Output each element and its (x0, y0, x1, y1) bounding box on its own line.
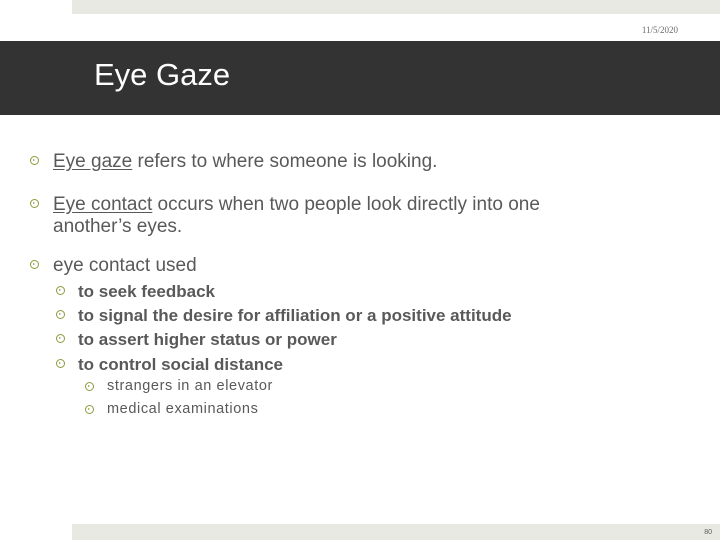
bullet-text: refers to where someone is looking. (132, 151, 438, 172)
page-number: 80 (704, 529, 712, 536)
slide-title: Eye Gaze (94, 57, 231, 92)
bottom-decorative-strip (72, 524, 720, 540)
sub-sub-bullet: strangers in an elevator (107, 378, 273, 394)
circled-arrow-bullet-icon (56, 310, 65, 319)
bullet-eye-gaze (53, 151, 437, 173)
term-eye-gaze: Eye gaze (53, 151, 133, 172)
circled-arrow-bullet-icon (85, 405, 94, 414)
circled-arrow-bullet-icon (56, 359, 65, 368)
sub-bullet: to signal the desire for affiliation or a positive attitude (78, 306, 512, 325)
term-eye-contact: Eye contact (53, 194, 153, 215)
circled-arrow-bullet-icon (30, 156, 39, 165)
sub-bullet: to control social distance (78, 355, 283, 374)
circled-arrow-bullet-icon (30, 260, 39, 269)
circled-arrow-bullet-icon (85, 382, 94, 391)
sub-bullet: to assert higher status or power (78, 330, 337, 349)
bullet-eye-contact (53, 194, 540, 216)
sub-bullet: to seek feedback (78, 282, 216, 301)
slide-date: 11/5/2020 (641, 25, 678, 35)
bullet-continuation: another’s eyes. (53, 216, 183, 237)
bullet-eye-contact-used: eye contact used (53, 255, 197, 276)
sub-sub-bullet: medical examinations (107, 401, 259, 417)
top-decorative-strip (72, 0, 720, 14)
circled-arrow-bullet-icon (56, 334, 65, 343)
circled-arrow-bullet-icon (30, 199, 39, 208)
circled-arrow-bullet-icon (56, 286, 65, 295)
bullet-text: occurs when two people look directly into one (152, 194, 540, 215)
